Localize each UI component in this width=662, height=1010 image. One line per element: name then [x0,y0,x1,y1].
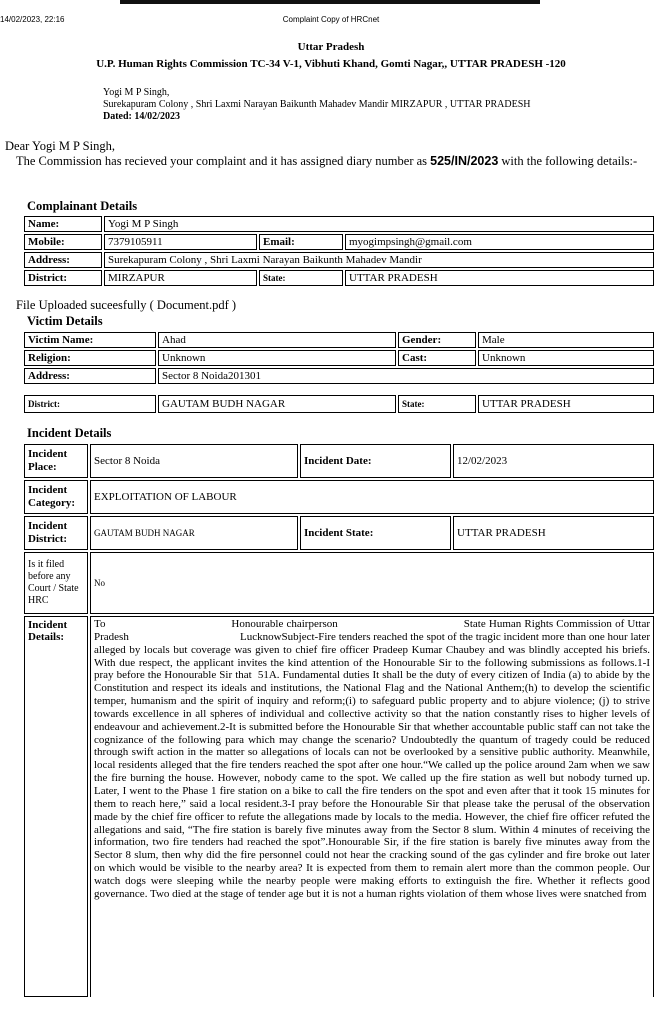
label-religion: Religion: [24,350,156,366]
addressee-dated: Dated: 14/02/2023 [103,111,180,122]
incident-details-text: To Honourable chairperson State Human Rights Commission of Uttar Pradesh LucknowSubject-Fire tenders reached the spot of the tragic incident more than one hour later alleged by locals but coverage was given to chief fire officer Pradeep Kumar Chaubey and was blindly accepted his briefs. With due respect, the applicant invites the kind attention of the Honourable Sir to the following submissions as follows.1-I pray before the Honourable Sir that 51A. Fundamental duties It shall be the duty of every citizen of India (a) to abide by the Constitution and respect its ideals and institutions, the National Flag and the National Anthem;(h) to develop the scientific temper, humanism and the spirit of inquiry and reform;(i) to safeguard public property and to abjure violence; (j) to strive towards excellence in all spheres of individual and collective activity so that the nation constantly rises to higher levels of endeavour and achievement.2-It is submitted before the Honourable Sir that whether accountable public staff can not take the cognizance of the following para which may change the scenario? Undoubtedly the quantum of tragedy could be reduced through swift action in the matter so allegations of locals can not be overlooked by a sensitive public authority. Meanwhile, local residents alleged that the fire tenders reached the spot after one hour.“We called up the police around 2am when we saw the fire burning the house. However, nobody came to the spot. We called up the fire station as well but nobody turned up. Later, I went to the Phase 1 fire station on a bike to call the fire tenders on the spot and even after that it took 15 minutes for them to reach here,” said a local resident.3-I pray before the Honourable Sir that please take the perusal of the observation made by the chief fire officer to refute the allegations made by locals to the media. However, the chief fire officer refuted the allegations and said, “The fire station is barely five minutes away from the Sector 8 slum. Within 4 minutes of receiving the information, two fire tenders had reached the spot”.Honourable Sir, if the fire station is barely five minutes away from the Sector 8 slum, then why did the fire personnel could not hear the cracking sound of the gas cylinder and fire broke out later on which would be visible to the nearby area? It is expected from them to remain alert more than the common people. Our watch dogs were sleeping while the nearby people were making efforts to extinguish the fire. Whether it reflects good governance. Two died at the stage of tender age but it is not a human rights violation of them whose lives were snatched from [94,618,656,900]
complainant-address: Surekapuram Colony , Shri Laxmi Narayan Baikunth Mahadev Mandir [104,252,654,268]
top-banner-cropped [0,0,662,10]
complainant-state: UTTAR PRADESH [345,270,654,286]
complainant-mobile: 7379105911 [104,234,257,250]
diary-number: 525/IN/2023 [430,154,499,168]
victim-state: UTTAR PRADESH [478,395,654,413]
label-email: Email: [259,234,343,250]
victim-cast: Unknown [478,350,654,366]
addressee-block [103,87,531,123]
complainant-district: MIRZAPUR [104,270,257,286]
incident-table [22,442,656,999]
victim-gender: Male [478,332,654,348]
incident-place: Sector 8 Noida [90,444,298,478]
addressee-address: Surekapuram Colony , Shri Laxmi Narayan Baikunth Mahadev Mandir MIRZAPUR , UTTAR PRADESH [103,99,531,110]
victim-heading: Victim Details [27,314,103,328]
label-state: State: [259,270,343,286]
label-filed-court: Is it filed before any Court / State HRC [24,552,88,614]
label-victim-address: Address: [24,368,156,384]
banner-strip [120,0,540,4]
label-district: District: [24,270,102,286]
intro-text-after: with the following details:- [498,154,638,168]
intro-paragraph [16,154,656,169]
victim-address: Sector 8 Noida201301 [158,368,654,384]
incident-category: EXPLOITATION OF LABOUR [90,480,654,514]
label-incident-state: Incident State: [300,516,451,550]
incident-date: 12/02/2023 [453,444,654,478]
incident-filed: No [90,552,654,614]
victim-district-table [22,393,656,415]
label-name: Name: [24,216,102,232]
label-gender: Gender: [398,332,476,348]
label-mobile: Mobile: [24,234,102,250]
victim-name: Ahad [158,332,396,348]
label-incident-district: Incident District: [24,516,88,550]
incident-district: GAUTAM BUDH NAGAR [90,516,298,550]
print-title: Complaint Copy of HRCnet [282,15,380,24]
intro-text-before: The Commission has recieved your complaint and it has assigned diary number as [16,154,431,168]
complainant-heading: Complainant Details [27,199,138,213]
incident-details-cell [90,616,654,997]
incident-heading: Incident Details [27,426,112,440]
complainant-name: Yogi M P Singh [104,216,654,232]
file-upload-status: File Uploaded suceesfully ( Document.pdf ) [16,298,237,312]
victim-district: GAUTAM BUDH NAGAR [158,395,396,413]
label-victim-name: Victim Name: [24,332,156,348]
victim-religion: Unknown [158,350,396,366]
label-incident-date: Incident Date: [300,444,451,478]
salutation: Dear Yogi M P Singh, [5,139,115,153]
label-incident-details: Incident Details: [24,616,88,997]
label-address: Address: [24,252,102,268]
addressee-name: Yogi M P Singh, [103,87,170,98]
label-victim-state: State: [398,395,476,413]
incident-state: UTTAR PRADESH [453,516,654,550]
victim-table [22,330,656,386]
complainant-email: myogimpsingh@gmail.com [345,234,654,250]
print-datetime: 14/02/2023, 22:16 [0,15,65,24]
commission-state: Uttar Pradesh [297,41,365,53]
label-victim-district: District: [24,395,156,413]
label-incident-place: Incident Place: [24,444,88,478]
commission-name: U.P. Human Rights Commission TC-34 V-1, Vibhuti Khand, Gomti Nagar,, UTTAR PRADESH -120 [96,58,566,70]
label-cast: Cast: [398,350,476,366]
label-incident-category: Incident Category: [24,480,88,514]
complainant-table [22,214,656,288]
